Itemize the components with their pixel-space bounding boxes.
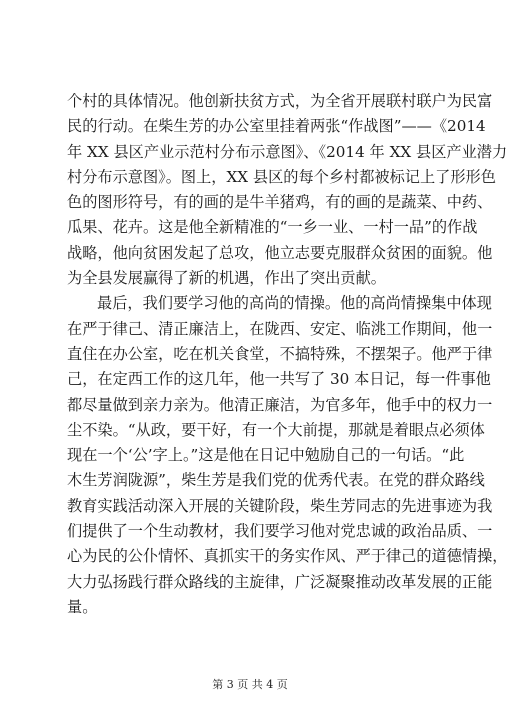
text-line: 瓜果、花卉。这是他全新精准的“一乡一业、一村一品”的作战 xyxy=(67,218,478,237)
paragraph-1 xyxy=(67,89,507,291)
text-line: 年 XX 县区产业示范村分布示意图》、《2014 年 XX 县区产业潜力 xyxy=(67,142,507,161)
page-number-footer: 第 3 页 共 4 页 xyxy=(212,678,288,691)
text-line: 直住在办公室，吃在机关食堂，不搞特殊，不摆架子。他严于律 xyxy=(67,344,493,363)
text-line: 们提供了一个生动教材，我们要学习他对党忠诚的政治品质、一 xyxy=(67,522,493,541)
text-line: 量。 xyxy=(67,597,98,616)
paragraph-2 xyxy=(67,291,507,620)
text-line: 现在一个‘公’字上。”这是他在日记中勉励自己的一句话。“此 xyxy=(67,446,465,465)
text-line: 己，在定西工作的这几年，他一共写了 30 本日记，每一件事他 xyxy=(67,370,491,389)
text-line: 为全县发展赢得了新的机遇，作出了突出贡献。 xyxy=(67,269,386,288)
text-line: 尘不染。“从政，要干好，有一个大前提，那就是着眼点必须体 xyxy=(67,420,485,439)
text-line: 色的图形符号，有的画的是牛羊猪鸡，有的画的是蔬菜、中药、 xyxy=(67,193,493,212)
text-line: 村分布示意图》。图上，XX 县区的每个乡村都被标记上了形形色 xyxy=(67,167,496,186)
text-line: 教育实践活动深入开展的关键阶段，柴生芳同志的先进事迹为我 xyxy=(67,496,493,515)
text-line: 木生芳润陇源”，柴生芳是我们党的优秀代表。在党的群众路线 xyxy=(67,471,485,490)
text-line: 都尽量做到亲力亲为。他清正廉洁，为官多年，他手中的权力一 xyxy=(67,395,493,414)
text-line: 大力弘扬践行群众路线的主旋律，广泛凝聚推动改革发展的正能 xyxy=(67,572,493,591)
text-line: 最后，我们要学习他的高尚的情操。他的高尚情操集中体现 xyxy=(97,294,492,313)
text-line: 在严于律己、清正廉洁上，在陇西、安定、临洮工作期间，他一 xyxy=(67,319,493,338)
text-line: 战略，他向贫困发起了总攻，他立志要克服群众贫困的面貌。他 xyxy=(67,243,493,262)
text-line: 心为民的公仆情怀、真抓实干的务实作风、严于律己的道德情操， xyxy=(67,547,507,566)
text-line: 民的行动。在柴生芳的办公室里挂着两张“作战图”——《2014 xyxy=(67,117,486,136)
body-text xyxy=(67,89,507,620)
text-line: 个村的具体情况。他创新扶贫方式，为全省开展联村联户为民富 xyxy=(67,92,493,110)
